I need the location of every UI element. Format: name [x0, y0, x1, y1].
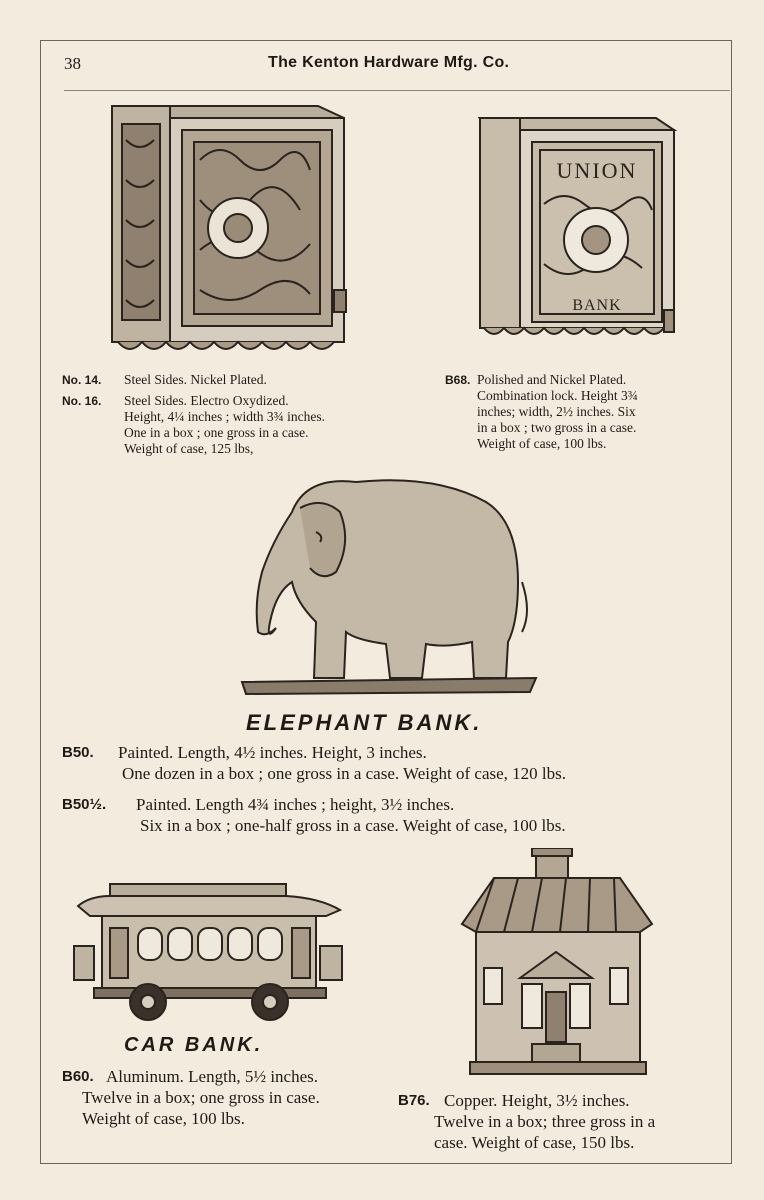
item-code: No. 16. [62, 394, 102, 408]
item-line: Twelve in a box; three gross in a [434, 1112, 656, 1131]
page-number: 38 [64, 54, 81, 73]
safe-item-no14 [62, 372, 325, 388]
item-line: Six in a box ; one-half gross in a case. Weight of case, 100 lbs. [140, 816, 566, 835]
elephant-bank-title: ELEPHANT BANK. [246, 710, 483, 735]
safe-door-top-text: UNION [556, 158, 638, 183]
item-line: One dozen in a box ; one gross in a case. Weight of case, 120 lbs. [122, 764, 566, 783]
item-line: Steel Sides. Electro Oxydized. [124, 393, 289, 408]
item-line: Weight of case, 100 lbs. [477, 436, 607, 451]
item-line: Twelve in a box; one gross in case. [82, 1088, 320, 1107]
item-code: B76. [398, 1092, 430, 1109]
union-safe-illustration [478, 114, 678, 358]
item-line: Aluminum. Length, 5½ inches. [106, 1067, 319, 1086]
item-line: Steel Sides. Nickel Plated. [124, 372, 267, 387]
item-line: Weight of case, 100 lbs. [82, 1109, 245, 1128]
house-bank-illustration [460, 848, 656, 1080]
item-line: Weight of case, 125 lbs, [124, 441, 254, 456]
item-code: B60. [62, 1068, 94, 1085]
item-line: in a box ; two gross in a case. [477, 420, 637, 435]
safe-left-description [62, 372, 325, 457]
item-line: One in a box ; one gross in a case. [124, 425, 309, 440]
safe-item-no16 [62, 393, 325, 457]
item-code: No. 14. [62, 373, 102, 387]
item-line: case. Weight of case, 150 lbs. [434, 1133, 635, 1152]
elephant-item-b50-half [62, 794, 566, 836]
item-line: inches; width, 2½ inches. Six [477, 404, 636, 419]
page-title: The Kenton Hardware Mfg. Co. [268, 54, 510, 71]
item-line: Combination lock. Height 3¾ [477, 388, 638, 403]
item-line: Polished and Nickel Plated. [477, 372, 627, 387]
elephant-item-b50 [62, 742, 566, 784]
item-line: Painted. Length 4¾ inches ; height, 3½ inches. [136, 795, 455, 814]
item-code: B68. [445, 373, 471, 387]
car-bank-title: CAR BANK. [124, 1034, 264, 1056]
steel-safe-illustration [108, 100, 348, 362]
item-code: B50. [62, 744, 94, 761]
item-code: B50½. [62, 796, 107, 813]
elephant-description [62, 742, 566, 836]
header-rule [64, 90, 730, 91]
safe-right-description [445, 372, 638, 452]
elephant-illustration [236, 472, 542, 700]
item-line: Height, 4¼ inches ; width 3¾ inches. [124, 409, 325, 424]
item-line: Painted. Length, 4½ inches. Height, 3 inches. [118, 743, 427, 762]
car-bank-illustration [70, 876, 346, 1026]
house-description [398, 1090, 655, 1153]
car-description [62, 1066, 320, 1129]
item-line: Copper. Height, 3½ inches. [444, 1091, 630, 1110]
safe-door-bottom-text: BANK [572, 297, 622, 314]
